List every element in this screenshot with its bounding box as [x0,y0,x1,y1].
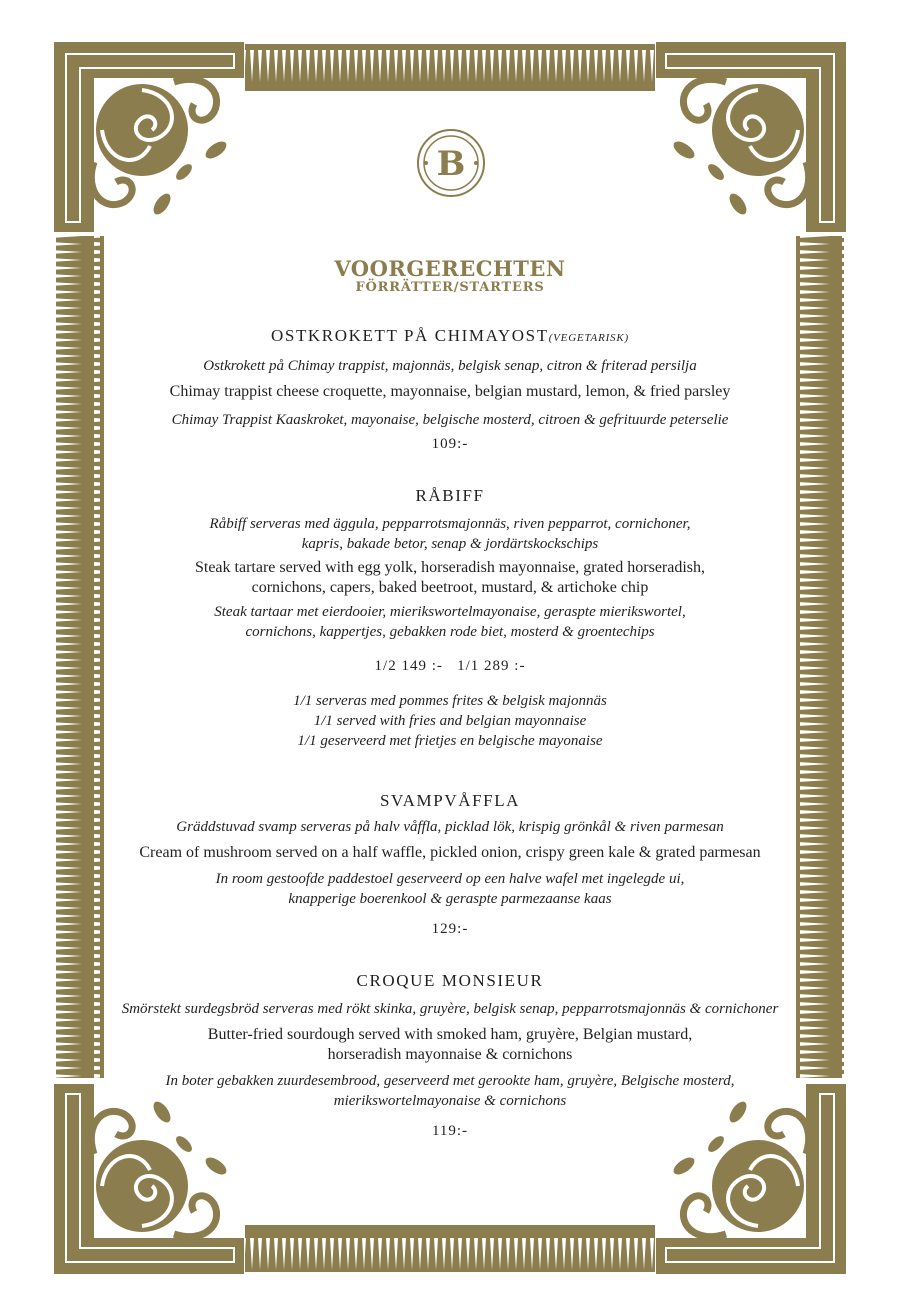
dish-price: 129:- [431,921,469,937]
menu-item-ostkrokett [110,326,790,453]
left-border-band [56,236,100,1078]
dish-description-sv: Råbiff serveras med äggula, pepparrotsmajonnäs, riven pepparrot, cornichoner, kapris, bakade betor, senap & jordärtskockschips [209,516,691,552]
dish-description-nl: In boter gebakken zuurdesembrood, geserveerd met gerookte ham, gruyère, Belgische mosterd, mierikswortelmayonaise & cornichons [165,1073,735,1109]
dish-title: OSTKROKETT PÅ CHIMAYOST(VEGETARISK) [271,326,629,345]
dish-serving-notes: 1/1 serveras med pommes frites & belgisk majonnäs 1/1 served with fries and belgian mayonnaise 1/1 geserveerd met frietjes en belgische mayonaise [293,693,607,749]
dish-description-nl: Steak tartaar met eierdooier, mierikswortelmayonaise, geraspte mierikswortel, cornichons, kappertjes, gebakken rode biet, mosterd & groentechips [214,604,686,640]
menu-item-svampvaffla [110,791,790,938]
dish-description-sv: Smörstekt surdegsbröd serveras med rökt skinka, gruyère, belgisk senap, pepparrotsmajonnäs & cornichoner [121,1001,779,1017]
bottom-border-band [245,1228,655,1272]
dish-description-sv: Gräddstuvad svamp serveras på halv våffla, picklad lök, krispig grönkål & riven parmesan [176,819,724,835]
section-title: VOORGERECHTEN [334,256,566,281]
dish-title: CROQUE MONSIEUR [356,971,544,990]
dish-description-sv: Ostkrokett på Chimay trappist, majonnäs, belgisk senap, citron & friterad persilja [203,358,697,374]
corner-ornament-top-right [656,42,846,232]
dish-price: 119:- [431,1123,469,1139]
brand-logo-icon [416,128,486,198]
right-border-band [800,236,844,1078]
dish-description-en: Cream of mushroom served on a half waffle, pickled onion, crispy green kale & grated parmesan [139,844,761,861]
top-border-band [245,44,655,88]
dish-description-en: Chimay trappist cheese croquette, mayonnaise, belgian mustard, lemon, & fried parsley [169,383,731,400]
dish-description-en: Butter-fried sourdough served with smoked ham, gruyère, Belgian mustard, horseradish mayonnaise & cornichons [207,1026,693,1063]
dish-price: 1/2 149 :- 1/1 289 :- [374,658,526,674]
section-subtitle: FÖRRÄTTER/STARTERS [355,280,545,295]
dish-description-en: Steak tartare served with egg yolk, horseradish mayonnaise, grated horseradish, cornichons, capers, baked beetroot, mustard, & artichoke chip [194,559,706,596]
menu-item-croque-monsieur [110,971,790,1140]
dish-tag: (VEGETARISK) [548,332,629,344]
dish-title: RÅBIFF [415,486,485,505]
logo-letter: B [436,144,466,184]
dish-title: SVAMPVÅFFLA [379,791,521,810]
corner-ornament-top-left [54,42,244,232]
menu-item-rabiff [110,486,790,751]
dish-price: 109:- [431,436,469,452]
dish-description-nl: Chimay Trappist Kaaskroket, mayonaise, belgische mosterd, citroen & gefrituurde peterselie [171,412,729,428]
dish-description-nl: In room gestoofde paddestoel geserveerd op een halve wafel met ingelegde ui, knapperige boerenkool & geraspte parmezaanse kaas [215,871,685,907]
